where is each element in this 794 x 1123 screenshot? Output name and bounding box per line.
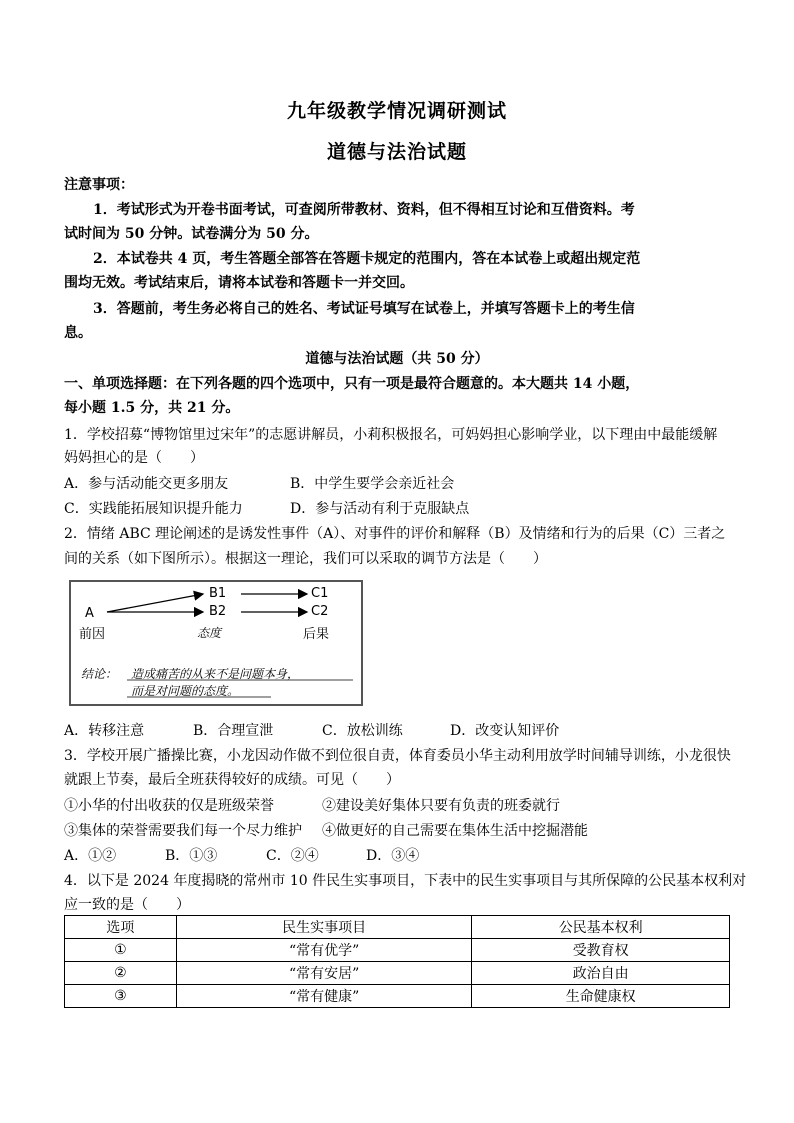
q3-stem-1: 3．学校开展广播操比赛，小龙因动作做不到位很自责，体育委员小华主动利用放学时间辅导训练，小龙很快 bbox=[64, 748, 731, 764]
diagram-attitude: 态度 bbox=[197, 626, 222, 640]
exam-title: 九年级教学情况调研测试 bbox=[286, 100, 507, 122]
table-row bbox=[65, 985, 730, 1008]
q4-stem-2: 应一致的是（ ） bbox=[64, 897, 190, 913]
q3-option-a: A．①② bbox=[64, 848, 117, 864]
table-cell: “常有安居” bbox=[176, 962, 472, 985]
table-header-row bbox=[65, 916, 730, 939]
diagram-a: A bbox=[85, 606, 94, 621]
diagram-c1: C1 bbox=[311, 586, 329, 601]
q3-option-b: B．①③ bbox=[165, 848, 218, 864]
q3-option-d: D．③④ bbox=[366, 848, 420, 864]
q1-option-b: B．中学生要学会亲近社会 bbox=[290, 476, 455, 492]
table-cell: ③ bbox=[65, 985, 177, 1008]
q1-stem-2: 妈妈担心的是（ ） bbox=[64, 450, 204, 466]
q1-stem-1: 1．学校招募“博物馆里过宋年”的志愿讲解员，小莉积极报名，可妈妈担心影响学业，以下理由中最能缓解 bbox=[64, 427, 718, 443]
table-cell: “常有优学” bbox=[176, 939, 472, 962]
diagram-conclusion-2: 而是对问题的态度。 bbox=[131, 684, 240, 698]
note-2-line-1: 2．本试卷共 4 页，考生答题全部答在答题卡规定的范围内，答在本试卷上或超出规定范 bbox=[93, 251, 641, 267]
diagram-b1: B1 bbox=[209, 586, 227, 601]
note-2-line-2: 围均无效。考试结束后，请将本试卷和答题卡一并交回。 bbox=[64, 275, 414, 291]
diagram-result: 后果 bbox=[303, 627, 330, 642]
table-header-cell: 民生实事项目 bbox=[176, 916, 472, 939]
q2-option-d: D．改变认知评价 bbox=[450, 723, 560, 739]
q4-table bbox=[64, 915, 730, 1008]
table-cell: ② bbox=[65, 962, 177, 985]
q2-stem-1: 2．情绪 ABC 理论阐述的是诱发性事件（A）、对事件的评价和解释（B）及情绪和行为的后果（C）三者之 bbox=[64, 526, 726, 542]
diagram-conclusion-label: 结论： bbox=[81, 667, 118, 681]
abc-theory-diagram bbox=[69, 580, 363, 706]
table-cell: 受教育权 bbox=[472, 939, 730, 962]
q2-option-a: A．转移注意 bbox=[64, 723, 145, 739]
note-1-line-2: 试时间为 50 分钟。试卷满分为 50 分。 bbox=[64, 226, 319, 242]
diagram-c2: C2 bbox=[311, 604, 329, 619]
part1-instruction-2: 每小题 1.5 分，共 21 分。 bbox=[64, 400, 240, 416]
diagram-conclusion-1: 造成痛苦的从来不是问题本身， bbox=[131, 667, 300, 681]
table-cell: 生命健康权 bbox=[472, 985, 730, 1008]
q2-option-c: C．放松训练 bbox=[322, 723, 403, 739]
q1-option-a: A．参与活动能交更多朋友 bbox=[64, 476, 229, 492]
table-header-cell: 公民基本权利 bbox=[472, 916, 730, 939]
q3-stem-2: 就跟上节奏，最后全班获得较好的成绩。可见（ ） bbox=[64, 772, 400, 788]
table-row bbox=[65, 962, 730, 985]
notes-heading: 注意事项： bbox=[64, 177, 134, 193]
table-cell: 政治自由 bbox=[472, 962, 730, 985]
q3-statement-2: ②建设美好集体只要有负责的班委就行 bbox=[322, 798, 560, 814]
arrow-a-b1 bbox=[107, 594, 203, 612]
note-1-line-1: 1．考试形式为开卷书面考试，可查阅所带教材、资料，但不得相互讨论和互借资料。考 bbox=[93, 202, 635, 218]
q3-statement-4: ④做更好的自己需要在集体生活中挖掘潜能 bbox=[322, 823, 588, 839]
section-title: 道德与法治试题（共 50 分） bbox=[305, 351, 489, 367]
table-row bbox=[65, 939, 730, 962]
part1-instruction-1: 一、单项选择题：在下列各题的四个选项中，只有一项是最符合题意的。本大题共 14 小题， bbox=[64, 376, 640, 392]
note-3-line-2: 息。 bbox=[64, 325, 92, 341]
q2-option-b: B．合理宣泄 bbox=[193, 723, 274, 739]
q1-option-c: C．实践能拓展知识提升能力 bbox=[64, 501, 243, 517]
table-cell: “常有健康” bbox=[176, 985, 472, 1008]
note-3-line-1: 3．答题前，考生务必将自己的姓名、考试证号填写在试卷上，并填写答题卡上的考生信 bbox=[93, 301, 635, 317]
q3-option-c: C．②④ bbox=[266, 848, 319, 864]
q3-statement-3: ③集体的荣誉需要我们每一个尽力维护 bbox=[64, 823, 302, 839]
q4-stem-1: 4．以下是 2024 年度揭晓的常州市 10 件民生实事项目，下表中的民生实事项目与其所保障的公民基本权利对 bbox=[64, 873, 747, 889]
q3-statement-1: ①小华的付出收获的仅是班级荣誉 bbox=[64, 798, 274, 814]
exam-subtitle: 道德与法治试题 bbox=[326, 141, 467, 163]
q1-option-d: D．参与活动有利于克服缺点 bbox=[290, 501, 470, 517]
q2-stem-2: 间的关系（如下图所示）。根据这一理论，我们可以采取的调节方法是（ ） bbox=[64, 551, 547, 567]
table-cell: ① bbox=[65, 939, 177, 962]
diagram-b2: B2 bbox=[209, 604, 227, 619]
diagram-cause: 前因 bbox=[79, 627, 106, 642]
table-header-cell: 选项 bbox=[65, 916, 177, 939]
